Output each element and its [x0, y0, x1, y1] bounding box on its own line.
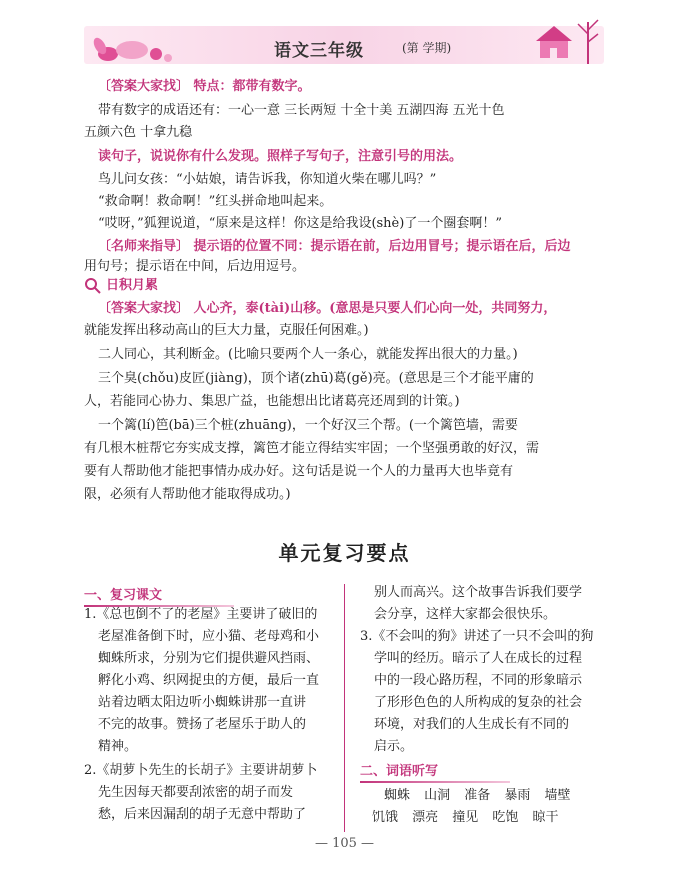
- review-line: 学叫的经历。暗示了人在成长的过程: [374, 651, 583, 666]
- daily-section-title: 日积月累: [106, 278, 159, 293]
- sentence-line: 鸟儿问女孩：“小姑娘，请告诉我，你知道火柴在哪儿吗？”: [98, 172, 437, 187]
- text-line: 限，必须有人帮助他才能取得成功。): [84, 487, 291, 502]
- magnifier-icon: [84, 277, 102, 295]
- review-line: 蜘蛛所求，分别为它们提供避风挡雨、: [98, 651, 320, 666]
- vocab-row: 蜘蛛 山洞 准备 暴雨 墙壁: [384, 788, 571, 803]
- review-line: 老屋准备倒下时，应小猫、老母鸡和小: [98, 629, 320, 644]
- instruction-line: 读句子，说说你有什么发现。照样子写句子，注意引号的用法。: [98, 149, 463, 164]
- review-line: 孵化小鸡、织网捉虫的方便，最后一直: [98, 673, 320, 688]
- review-line: 3.《不会叫的狗》讲述了一只不会叫的狗: [360, 629, 594, 644]
- review-line: 环境，对我们的人生成长有不同的: [374, 717, 570, 732]
- section-heading: [84, 274, 158, 295]
- right-column-heading: 二、词语听写: [360, 760, 510, 783]
- page-header: [84, 8, 604, 70]
- text-line: 用句号；提示语在中间，后边用逗号。: [84, 259, 306, 274]
- answer-line: 〔答案大家找〕 人心齐，泰(tài)山移。(意思是只要人们心向一处，共同努力，: [98, 301, 557, 316]
- text-line: 五颜六色 十拿九稳: [84, 125, 193, 140]
- review-line: 了形形色色的人所构成的复杂的社会: [374, 695, 583, 710]
- flower-decoration-icon: [88, 28, 178, 68]
- review-line: 先生因每天都要刮浓密的胡子而发: [98, 785, 294, 800]
- unit-title: 单元复习要点: [278, 541, 411, 565]
- teacher-guide-line: 〔名师来指导〕 提示语的位置不同：提示语在前，后边用冒号；提示语在后，后边: [98, 239, 571, 254]
- sentence-line: “哎呀，”狐狸说道，“原来是这样！你这是给我设(shè)了一个圈套啊！”: [98, 216, 502, 231]
- review-line: 会分享，这样大家都会很快乐。: [374, 607, 557, 622]
- page-subtitle: (第 学期): [402, 41, 452, 55]
- house-tree-decoration-icon: [532, 14, 604, 66]
- review-line: 2.《胡萝卜先生的长胡子》主要讲胡萝卜: [84, 763, 318, 778]
- review-line: 精神。: [98, 739, 138, 754]
- review-line: 1.《总也倒不了的老屋》主要讲了破旧的: [84, 607, 318, 622]
- answer-line: 〔答案大家找〕 特点：都带有数字。: [98, 79, 311, 94]
- text-line: 三个臭(chǒu)皮匠(jiàng)，顶个诸(zhū)葛(gě)亮。(意思是三个才能平庸的: [98, 371, 534, 386]
- text-line: 人，若能同心协力、集思广益，也能想出比诸葛亮还周到的计策。): [84, 394, 460, 409]
- text-line: 带有数字的成语还有：一心一意 三长两短 十全十美 五湖四海 五光十色: [98, 103, 505, 118]
- review-line: 愁，后来因漏刮的胡子无意中帮助了: [98, 807, 307, 822]
- left-column-heading: 一、复习课文: [84, 584, 234, 607]
- sentence-line: “救命啊！救命啊！”红头拼命地叫起来。: [98, 194, 333, 209]
- review-line: 别人而高兴。这个故事告诉我们要学: [374, 585, 583, 600]
- text-line: 二人同心，其利断金。(比喻只要两个人一条心，就能发挥出很大的力量。): [98, 347, 518, 362]
- text-line: 有几根木桩帮它夯实成支撑，篱笆才能立得结实牢固；一个坚强勇敢的好汉，需: [84, 441, 540, 456]
- review-line: 站着边晒太阳边听小蜘蛛讲那一直讲: [98, 695, 307, 710]
- review-line: 启示。: [374, 739, 414, 754]
- text-line: 要有人帮助他才能把事情办成办好。这句话是说一个人的力量再大也毕竟有: [84, 464, 514, 479]
- text-line: 一个篱(lí)笆(bā)三个桩(zhuāng)，一个好汉三个帮。(一个篱笆墙，需要: [98, 418, 518, 433]
- vocab-row: 饥饿 漂亮 撞见 吃饱 晾干: [372, 810, 559, 825]
- column-divider: [344, 584, 345, 832]
- page-title: 语文三年级: [274, 41, 364, 61]
- text-line: 就能发挥出移动高山的巨大力量，克服任何困难。): [84, 323, 369, 338]
- page-number: — 105 —: [314, 836, 375, 851]
- review-line: 中的一段心路历程，不同的形象暗示: [374, 673, 583, 688]
- review-line: 不完的故事。赞扬了老屋乐于助人的: [98, 717, 307, 732]
